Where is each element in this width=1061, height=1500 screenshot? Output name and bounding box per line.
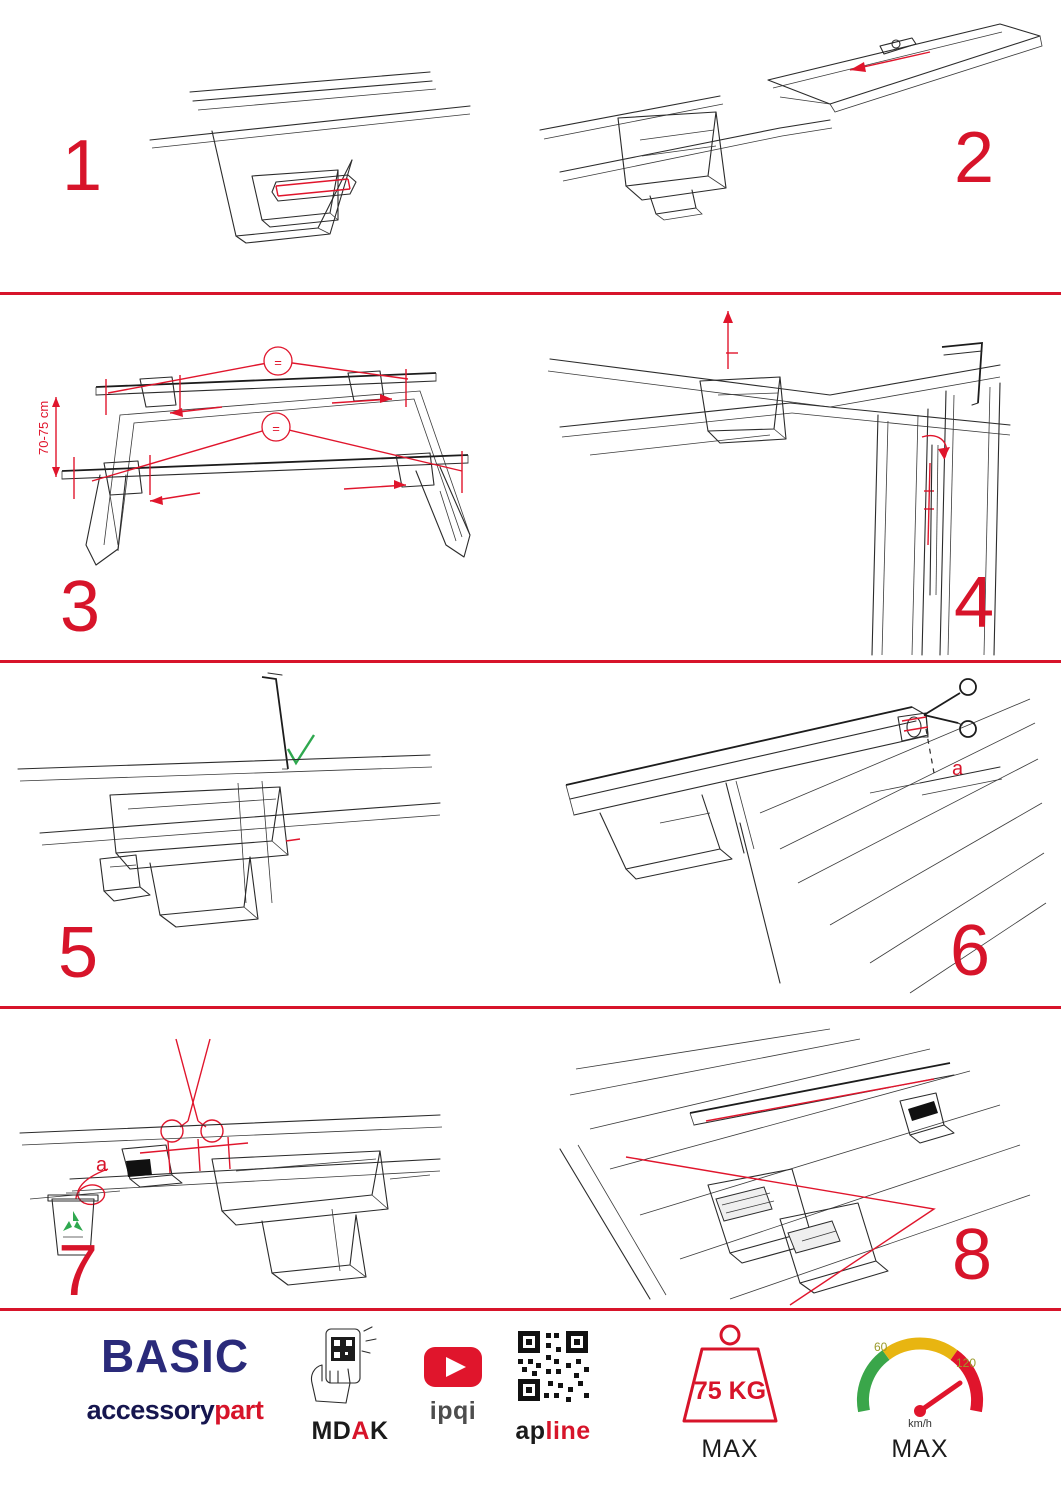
logo-ipqi-label: ipqi — [429, 1397, 477, 1425]
step-panel-6 — [530, 663, 1061, 1006]
load-limit-badge — [650, 1321, 810, 1464]
load-limit-value: 75 KG — [693, 1377, 767, 1405]
step-number-6: 6 — [950, 911, 991, 991]
brand-name — [60, 1397, 290, 1424]
logo-mdak-label: MDAK — [311, 1417, 389, 1445]
speed-limit-badge — [840, 1321, 1000, 1464]
divider-row-1 — [0, 292, 1061, 295]
divider-row-4 — [0, 1308, 1061, 1311]
scissors-icon — [924, 679, 976, 737]
hand-phone-qr-icon — [292, 1325, 408, 1409]
step-number-8: 8 — [952, 1215, 993, 1295]
step-number-7: 7 — [58, 1231, 99, 1308]
speedometer-icon — [840, 1321, 1000, 1433]
step-panel-1 — [0, 0, 530, 292]
logo-apline — [488, 1325, 618, 1446]
step-number-2: 2 — [954, 118, 995, 198]
qr-code-icon — [488, 1325, 618, 1409]
step-panel-8 — [530, 1009, 1061, 1308]
weight-icon — [650, 1321, 810, 1433]
brand-name-part2: part — [214, 1395, 264, 1425]
logo-mdak — [292, 1325, 408, 1446]
load-limit-caption: MAX — [701, 1435, 759, 1463]
step-number-3: 3 — [60, 567, 101, 647]
brand-title: BASIC — [100, 1330, 250, 1382]
step-panel-7 — [0, 1009, 530, 1308]
step-number-1: 1 — [62, 126, 103, 206]
speed-limit-caption: MAX — [891, 1435, 949, 1463]
step-panel-4 — [530, 295, 1061, 660]
speed-unit-label: km/h — [908, 1418, 932, 1430]
brand-name-part1: accessory — [86, 1395, 215, 1425]
divider-row-3 — [0, 1006, 1061, 1009]
step-number-4: 4 — [954, 563, 995, 643]
gauge-tick-120: 120 — [956, 1356, 977, 1370]
part-label-a: a — [96, 1154, 108, 1176]
step-number-5: 5 — [58, 913, 99, 993]
step-panel-2 — [530, 0, 1061, 292]
divider-row-2 — [0, 660, 1061, 663]
dimension-label: 70-75 cm — [36, 400, 51, 455]
step-panel-3 — [0, 295, 530, 660]
equal-mark-top: = — [274, 355, 282, 370]
logo-apline-label: apline — [515, 1417, 591, 1445]
gauge-tick-60: 60 — [874, 1340, 888, 1354]
step-panel-5 — [0, 663, 530, 1006]
equal-mark-bottom: = — [272, 421, 280, 436]
brand-block — [60, 1330, 290, 1425]
footer-branding-bar — [0, 1311, 1061, 1500]
part-label-a: a — [952, 758, 964, 780]
